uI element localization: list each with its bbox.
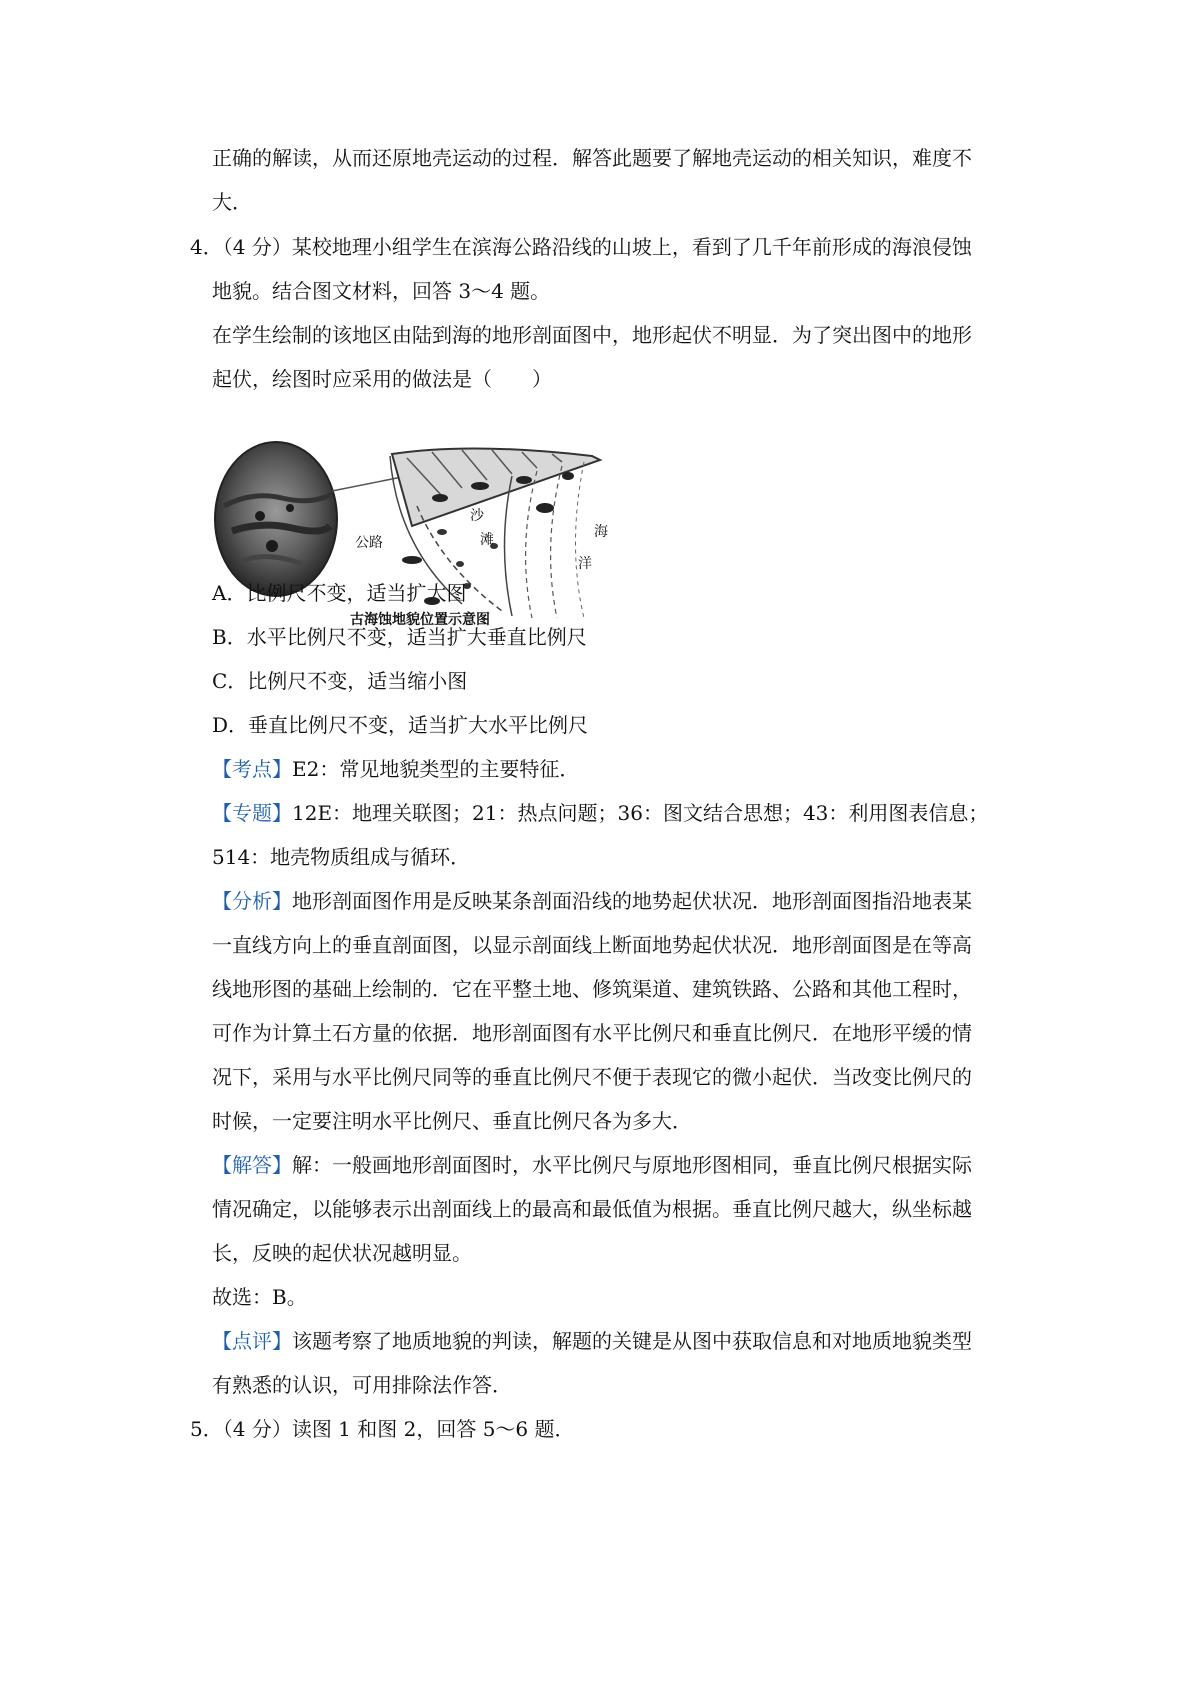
zhuanti-line-2: 514：地壳物质组成与循环． xyxy=(212,845,471,869)
question-4-stem-line-3: 在学生绘制的该地区由陆到海的地形剖面图中，地形起伏不明显．为了突出图中的地形 xyxy=(212,323,972,347)
prev-text-line-2: 大． xyxy=(212,190,252,214)
dianping-line-1: 【点评】该题考察了地质地貌的判读，解题的关键是从图中获取信息和对地质地貌类型 xyxy=(212,1329,972,1353)
option-a: A．比例尺不变，适当扩大图 xyxy=(212,581,467,605)
label-road: 公路 xyxy=(355,535,383,551)
question-4-stem-line-2: 地貌。结合图文材料，回答 3～4 题。 xyxy=(212,279,551,303)
option-b: B．水平比例尺不变，适当扩大垂直比例尺 xyxy=(212,625,587,649)
prev-text-line-1: 正确的解读，从而还原地壳运动的过程．解答此题要了解地壳运动的相关知识，难度不 xyxy=(212,146,972,170)
label-tan: 滩 xyxy=(480,532,494,548)
question-5-stem: 5．（4 分）读图 1 和图 2，回答 5～6 题． xyxy=(190,1417,575,1441)
question-number: 4． xyxy=(190,235,223,259)
question-number: 5． xyxy=(190,1417,223,1441)
fenxi-line-2: 一直线方向上的垂直剖面图，以显示剖面线上断面地势起伏状况．地形剖面图是在等高 xyxy=(212,933,972,957)
option-c: C．比例尺不变，适当缩小图 xyxy=(212,669,468,693)
kaodian-tag: 【考点】 xyxy=(212,757,292,781)
fenxi-line-1: 【分析】地形剖面图作用是反映某条剖面沿线的地势起伏状况．地形剖面图指沿地表某 xyxy=(212,889,972,913)
jieda-line-2: 情况确定，以能够表示出剖面线上的最高和最低值为根据。垂直比例尺越大，纵坐标越 xyxy=(212,1197,972,1221)
kaodian-line: 【考点】E2：常见地貌类型的主要特征． xyxy=(212,757,580,781)
fenxi-line-4: 可作为计算土石方量的依据．地形剖面图有水平比例尺和垂直比例尺．在地形平缓的情 xyxy=(212,1021,972,1045)
zhuanti-tag: 【专题】 xyxy=(212,801,292,825)
fenxi-tag: 【分析】 xyxy=(212,889,292,913)
dianping-line-2: 有熟悉的认识，可用排除法作答． xyxy=(212,1373,512,1397)
fenxi-line-5: 况下，采用与水平比例尺同等的垂直比例尺不便于表现它的微小起伏．当改变比例尺的 xyxy=(212,1065,972,1089)
figure-caption: 古海蚀地貌位置示意图 xyxy=(350,612,490,626)
jieda-tag: 【解答】 xyxy=(212,1153,292,1177)
label-yang: 洋 xyxy=(578,556,592,572)
question-4-stem-line-4: 起伏，绘图时应采用的做法是（ ） xyxy=(212,367,552,391)
jieda-line-3: 长，反映的起伏状况越明显。 xyxy=(212,1241,472,1265)
jieda-line-1: 【解答】解：一般画地形剖面图时，水平比例尺与原地形图相同，垂直比例尺根据实际 xyxy=(212,1153,972,1177)
dianping-tag: 【点评】 xyxy=(212,1329,292,1353)
answer-line: 故选：B。 xyxy=(212,1285,307,1309)
zhuanti-line-1: 【专题】12E：地理关联图；21：热点问题；36：图文结合思想；43：利用图表信息； xyxy=(212,801,989,825)
label-sha: 沙 xyxy=(470,508,484,524)
label-hai: 海 xyxy=(594,524,608,540)
question-4-stem-line-1: 4．（4 分）某校地理小组学生在滨海公路沿线的山坡上，看到了几千年前形成的海浪侵蚀 xyxy=(190,235,972,259)
option-d: D．垂直比例尺不变，适当扩大水平比例尺 xyxy=(212,713,589,737)
fenxi-line-6: 时候，一定要注明水平比例尺、垂直比例尺各为多大． xyxy=(212,1109,692,1133)
fenxi-line-3: 线地形图的基础上绘制的．它在平整土地、修筑渠道、建筑铁路、公路和其他工程时， xyxy=(212,977,972,1001)
